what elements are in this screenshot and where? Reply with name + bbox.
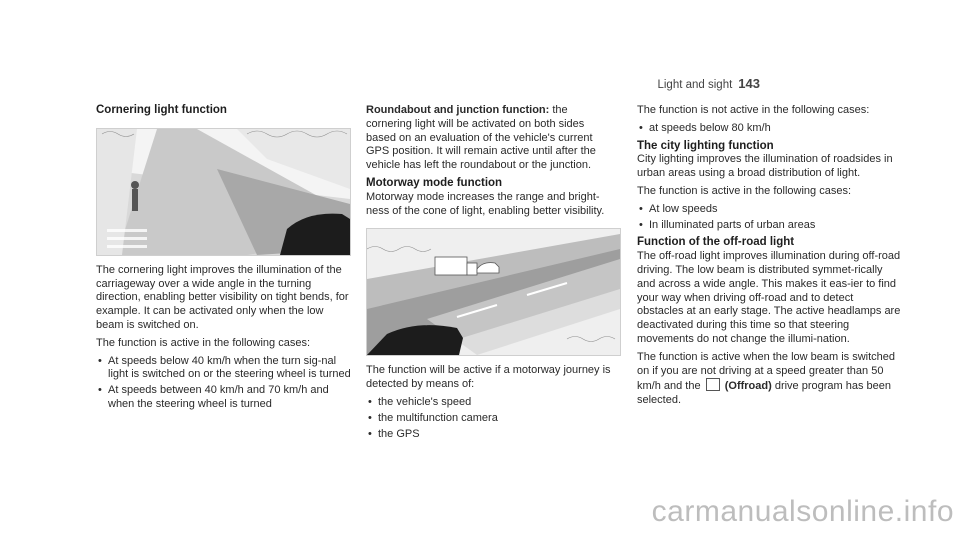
cornering-heading: Cornering light function [96, 104, 227, 116]
cornering-cases-intro: The function is active in the following cases: [96, 336, 311, 349]
roundabout-text: the cornering light will be activated on both sides based on an evaluation of the vehicle's current GPS position. It will remain active until after the vehicle has left the roundabout or the junction. [366, 104, 596, 172]
list-item: • At speeds below 40 km/h when the turn sig-nal light is switched on or the steering wheel is turned [96, 355, 354, 383]
list-item: • at speeds below 80 km/h [637, 122, 902, 136]
offroad-activation [637, 351, 902, 408]
city-lighting-heading: The city lighting function [637, 139, 774, 152]
motorway-description: Motorway mode increases the range and bright-ness of the cone of light, enabling better visibility. [366, 190, 605, 217]
watermark: carmanualsonline.info [651, 495, 954, 528]
list-item: • At speeds between 40 km/h and 70 km/h and when the steering wheel is turned [96, 384, 354, 412]
city-lighting-cases-list [637, 203, 902, 233]
roundabout-heading: Roundabout and junction function: [366, 104, 550, 116]
not-active-list [637, 122, 902, 136]
list-item: • the GPS [366, 428, 616, 442]
offroad-label: (Offroad) [724, 380, 772, 393]
offroad-activation-text: The function is active when the low beam is switched on if you are not driving at a speed greater than 50 km/h and the [637, 350, 896, 393]
column-1 [96, 104, 354, 416]
page-header [657, 76, 760, 91]
city-lighting-description: City lighting improves the illumination of roadsides in urban areas using a broad distribution of light. [637, 153, 893, 180]
column-3 [637, 104, 902, 412]
motorway-detection-list [366, 396, 616, 441]
offroad-activation-end: drive program has been selected. [637, 380, 892, 407]
section-title: Light and sight [657, 79, 733, 91]
city-lighting-cases-intro: The function is active in the following cases: [637, 184, 852, 197]
offroad-description: The off-road light improves illumination during off-road driving. The low beam is distributed symmet-rically and across a wide angle. This makes it eas-ier to find your way when driving off-road and to detect obstacles at an early stage. The active headlamps are deactivated during this time so that steering movements do not change the illumi-nation. [637, 250, 901, 345]
motorway-mode-image [366, 228, 621, 356]
list-item: • the vehicle's speed [366, 396, 616, 410]
list-item: • the multifunction camera [366, 412, 616, 426]
column-2 [366, 104, 616, 445]
offroad-icon [706, 378, 720, 391]
cornering-light-image [96, 128, 351, 256]
offroad-heading: Function of the off-road light [637, 236, 795, 249]
list-item: • In illuminated parts of urban areas [637, 219, 902, 233]
page-number: 143 [738, 76, 760, 91]
cornering-description: The cornering light improves the illumination of the carriageway over a wide angle in the turning direction, enabling better visibility on tight bends, for example. It can be activated only when the low beam is switched on. [96, 263, 349, 331]
not-active-intro: The function is not active in the following cases: [637, 104, 870, 116]
roundabout-paragraph [366, 104, 616, 173]
motorway-heading: Motorway mode function [366, 176, 503, 189]
cornering-cases-list [96, 355, 354, 412]
motorway-detection-intro: The function will be active if a motorway journey is detected by means of: [366, 364, 611, 391]
list-item: • At low speeds [637, 203, 902, 217]
